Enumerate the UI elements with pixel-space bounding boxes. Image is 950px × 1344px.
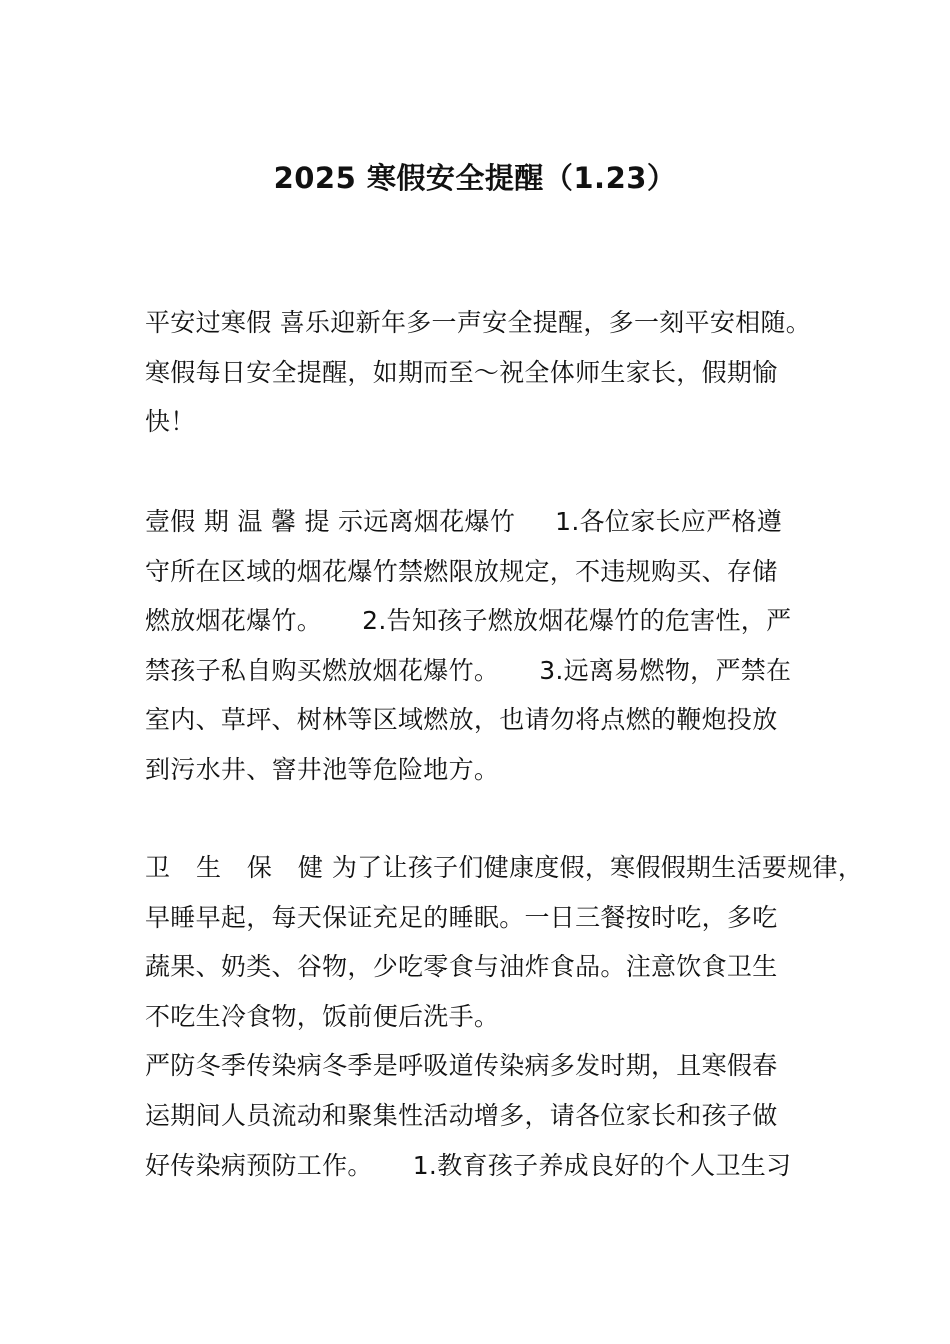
disease-line-2: 运期间人员流动和聚集性活动增多，请各位家长和孩子做 xyxy=(145,1100,778,1130)
hygiene-line-1 xyxy=(145,843,864,893)
fireworks-line-6: 到污水井、窨井池等危险地方。 xyxy=(145,754,500,784)
fireworks-item-2-start: 2.告知孩子燃放烟花爆竹的危害性，严 xyxy=(362,606,792,636)
intro-paragraph xyxy=(145,298,835,447)
hygiene-section xyxy=(145,843,864,1190)
intro-line-1: 平安过寒假 喜乐迎新年多一声安全提醒，多一刻平安相随。 xyxy=(145,308,812,337)
fireworks-line-3 xyxy=(145,596,835,646)
fireworks-item-1-start: 1.各位家长应严格遵 xyxy=(555,507,782,536)
fireworks-heading: 壹假 期 温 馨 提 示远离烟花爆竹 xyxy=(145,507,516,536)
fireworks-line-1 xyxy=(145,497,835,547)
fireworks-section xyxy=(145,497,835,795)
disease-text-end: 好传染病预防工作。 xyxy=(145,1150,373,1180)
hygiene-line-4: 不吃生冷食物，饭前便后洗手。 xyxy=(145,1001,500,1031)
fireworks-line-5: 室内、草坪、树林等区域燃放，也请勿将点燃的鞭炮投放 xyxy=(145,705,778,735)
hygiene-heading: 卫 生 保 健 xyxy=(145,853,332,882)
disease-line-3 xyxy=(145,1141,835,1191)
intro-line-2: 寒假每日安全提醒，如期而至～祝全体师生家长，假期愉 xyxy=(145,357,778,387)
hygiene-text-start: 为了让孩子们健康度假，寒假假期生活要规律， xyxy=(331,853,864,882)
hygiene-line-2: 早睡早起，每天保证充足的睡眠。一日三餐按时吃，多吃 xyxy=(145,902,778,932)
intro-line-3: 快！ xyxy=(145,407,196,437)
disease-item-1-start: 1.教育孩子养成良好的个人卫生习 xyxy=(412,1150,792,1180)
fireworks-item-2-end: 禁孩子私自购买燃放烟花爆竹。 xyxy=(145,655,500,685)
hygiene-line-3: 蔬果、奶类、谷物，少吃零食与油炸食品。注意饮食卫生 xyxy=(145,952,778,982)
fireworks-line-2: 守所在区域的烟花爆竹禁燃限放规定，不违规购买、存储 xyxy=(145,556,778,586)
fireworks-line-4 xyxy=(145,646,835,696)
document-title: 2025 寒假安全提醒（1.23） xyxy=(273,161,677,195)
disease-line-1: 严防冬季传染病冬季是呼吸道传染病多发时期，且寒假春 xyxy=(145,1051,778,1081)
fireworks-item-3-start: 3.远离易燃物，严禁在 xyxy=(539,655,792,685)
fireworks-item-1-end: 燃放烟花爆竹。 xyxy=(145,606,323,636)
